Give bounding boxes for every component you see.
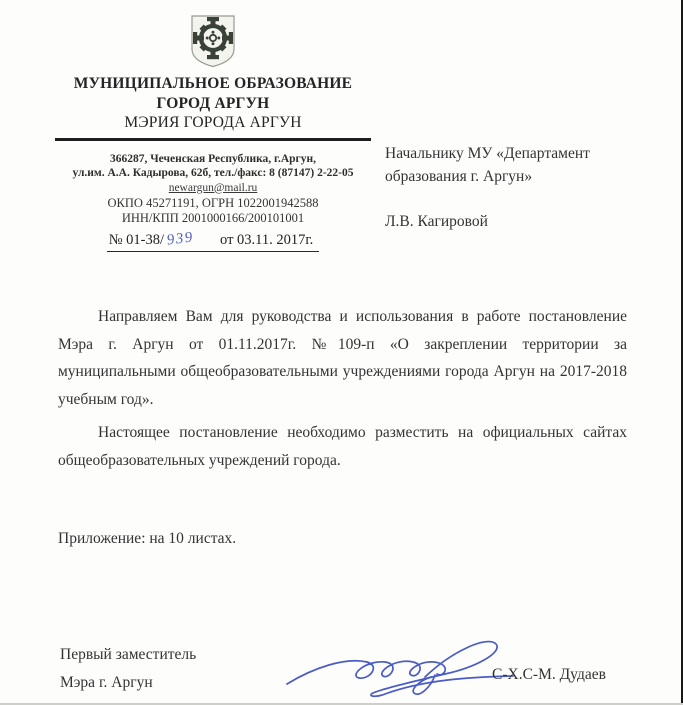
signer-title <box>60 641 196 697</box>
signer-name: С-Х.С-М. Дудаев <box>492 666 606 683</box>
inn-kpp-line: ИНН/КПП 2001000166/200101001 <box>121 210 305 225</box>
body-paragraph-1: Направляем Вам для руководства и использования в работе постановление Мэра г. Аргун от 01.11.2017г. №109-п «О закреплении территории за муниципальными общеобразовательными учреждениями города Аргун на 2017-2018 учебным год». <box>58 308 627 408</box>
recipient-line-1: Начальнику МУ «Департамент <box>385 145 590 162</box>
address-line-2: ул.им. А.А. Кадырова, 62б, тел./факс: 8 (87147) 2-22-05 <box>72 167 354 179</box>
coat-of-arms-icon <box>55 14 371 70</box>
org-name-line-1: МУНИЦИПАЛЬНОЕ ОБРАЗОВАНИЕ <box>73 75 353 92</box>
okpo-ogrn-line: ОКПО 45271191, ОГРН 1022001942588 <box>107 195 319 210</box>
body-paragraph-2: Настоящее постановление необходимо разместить на официальных сайтах общеобразовательных учреждений города. <box>58 424 627 469</box>
email-text: newargun@mail.ru <box>168 181 258 194</box>
letterhead-divider <box>55 138 371 141</box>
argun-coat-of-arms-icon <box>189 14 237 68</box>
attachment-note: Приложение: на 10 листах. <box>58 530 237 547</box>
address-line-1: 366287, Чеченская Республика, г.Аргун, <box>109 152 317 165</box>
signer-title-line-1: Первый заместитель <box>60 646 197 663</box>
signer-title-line-2: Мэра г. Аргун <box>60 674 153 691</box>
ref-date: от 03.11. 2017г. <box>220 231 314 248</box>
ref-number-handwritten: 939 <box>165 228 195 249</box>
org-name-line-3: МЭРИЯ ГОРОДА АРГУН <box>124 114 302 131</box>
letterhead <box>55 14 371 252</box>
letter-body <box>58 303 627 474</box>
ref-prefix: № 01-38/ <box>108 231 165 248</box>
recipient-name: Л.В. Кагировой <box>385 213 488 230</box>
handwritten-signature-icon <box>283 630 515 705</box>
recipient-line-2: образования г. Аргун» <box>385 168 533 185</box>
reference-number-line <box>107 228 320 252</box>
org-name-line-2: ГОРОД АРГУН <box>156 94 270 112</box>
letterhead-contacts <box>55 152 371 252</box>
recipient-block <box>385 142 660 233</box>
